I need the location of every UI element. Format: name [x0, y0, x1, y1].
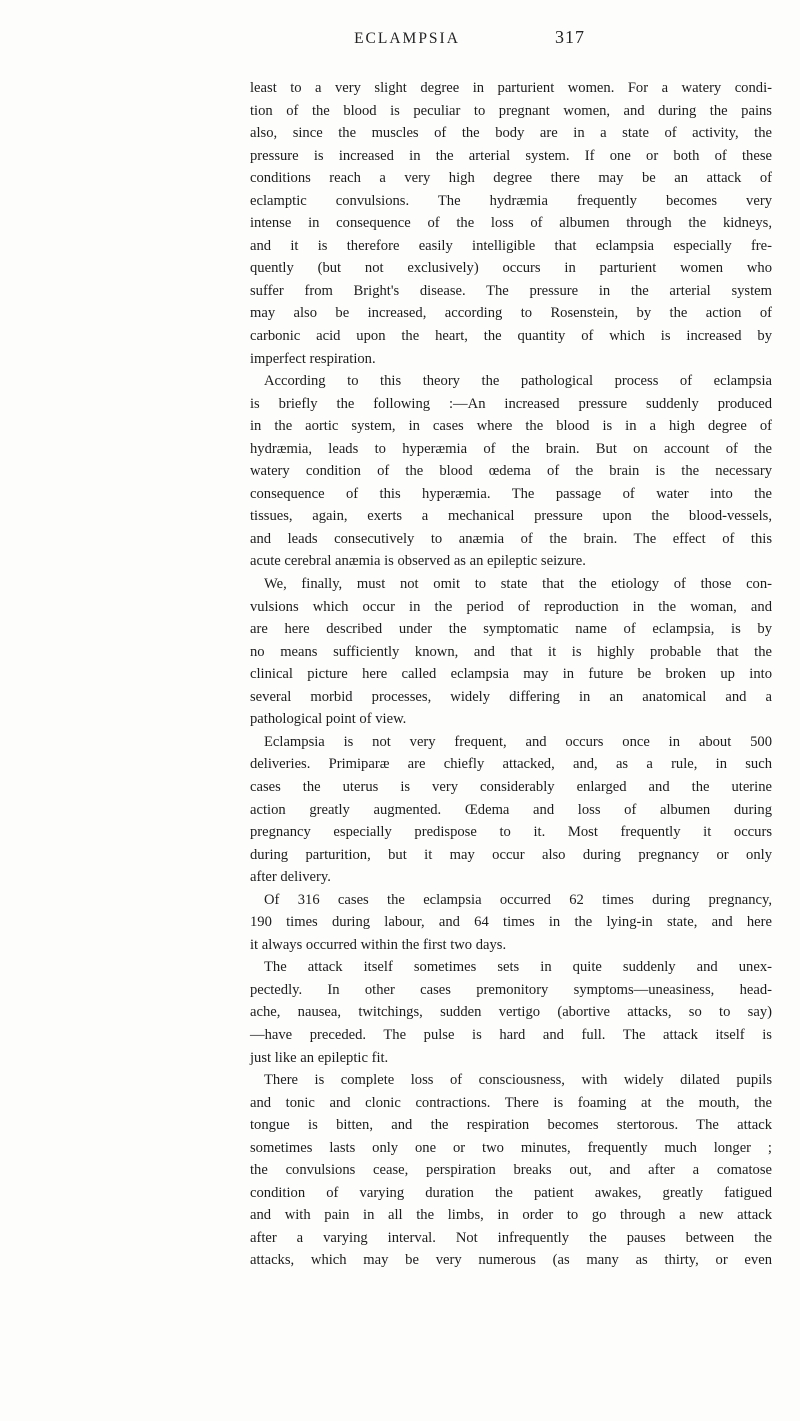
text-line: imperfect respiration.	[250, 350, 376, 367]
text-line: it always occurred within the first two days.	[250, 936, 507, 953]
text-line: sometimes lasts only one or two minutes, frequently much longer ;	[250, 1139, 772, 1156]
page-number: 317	[555, 27, 585, 47]
text-line: the convulsions cease, perspiration breaks out, and after a comatose	[250, 1162, 772, 1179]
paragraph-first-line: We, finally, must not omit to state that the etiology of those con-	[264, 576, 772, 593]
text-line: and it is therefore easily intelligible that eclampsia especially fre-	[250, 237, 772, 254]
text-line: watery condition of the blood œdema of the brain is the necessary	[250, 463, 772, 480]
text-line: pectedly. In other cases premonitory symptoms—uneasiness, head-	[250, 981, 772, 998]
text-line: may also be increased, according to Rosenstein, by the action of	[250, 305, 772, 322]
running-title: ECLAMPSIA	[354, 30, 460, 47]
text-line: pressure is increased in the arterial system. If one or both of these	[250, 147, 772, 164]
text-line: quently (but not exclusively) occurs in parturient women who	[250, 260, 772, 277]
text-line: tongue is bitten, and the respiration becomes stertorous. The attack	[250, 1117, 772, 1134]
text-line: intense in consequence of the loss of albumen through the kidneys,	[250, 215, 772, 232]
text-line: —have preceded. The pulse is hard and full. The attack itself is	[250, 1026, 772, 1043]
text-line: just like an epileptic fit.	[250, 1049, 389, 1066]
text-line: after delivery.	[250, 869, 331, 886]
running-head	[257, 27, 585, 58]
text-line: vulsions which occur in the period of reproduction in the woman, and	[250, 598, 772, 615]
text-line: least to a very slight degree in parturient women. For a watery condi-	[250, 80, 772, 96]
text-line: several morbid processes, widely differing in an anatomical and a	[250, 688, 772, 705]
text-line: and tonic and clonic contractions. There is foaming at the mouth, the	[250, 1094, 772, 1111]
text-line: conditions reach a very high degree there may be an attack of	[250, 170, 772, 187]
text-line: action greatly augmented. Œdema and loss of albumen during	[250, 801, 772, 818]
text-line: and leads consecutively to anæmia of the brain. The effect of this	[250, 530, 772, 547]
text-line: hydræmia, leads to hyperæmia of the brain. But on account of the	[250, 440, 772, 457]
text-line: tissues, again, exerts a mechanical pressure upon the blood-vessels,	[250, 508, 772, 525]
text-line: 190 times during labour, and 64 times in the lying-in state, and here	[250, 914, 772, 931]
text-line: and with pain in all the limbs, in order to go through a new attack	[250, 1207, 772, 1224]
paragraph-first-line: The attack itself sometimes sets in quite suddenly and unex-	[264, 959, 772, 976]
paragraph-first-line: Eclampsia is not very frequent, and occurs once in about 500	[264, 733, 772, 750]
text-line: carbonic acid upon the heart, the quantity of which is increased by	[250, 328, 772, 345]
text-line: clinical picture here called eclampsia may in future be broken up into	[250, 666, 772, 683]
text-line: eclamptic convulsions. The hydræmia frequently becomes very	[250, 192, 772, 209]
text-line: is briefly the following :—An increased pressure suddenly produced	[250, 395, 772, 412]
text-line: suffer from Bright's disease. The pressure in the arterial system	[250, 282, 772, 299]
text-line: attacks, which may be very numerous (as many as thirty, or even	[250, 1252, 772, 1269]
text-line: no means sufficiently known, and that it is highly probable that the	[250, 643, 772, 660]
paragraph-first-line: There is complete loss of consciousness, with widely dilated pupils	[264, 1072, 772, 1089]
text-line: pregnancy especially predispose to it. Most frequently it occurs	[250, 824, 772, 841]
paragraph-first-line: Of 316 cases the eclampsia occurred 62 times during pregnancy,	[264, 891, 772, 908]
text-line: acute cerebral anæmia is observed as an epileptic seizure.	[250, 553, 586, 570]
text-line: tion of the blood is peculiar to pregnant women, and during the pains	[250, 102, 772, 119]
text-line: condition of varying duration the patient awakes, greatly fatigued	[250, 1184, 772, 1201]
body-text	[250, 77, 772, 1272]
text-line: pathological point of view.	[250, 711, 407, 728]
text-line: also, since the muscles of the body are in a state of activity, the	[250, 125, 772, 142]
text-line: are here described under the symptomatic name of eclampsia, is by	[250, 621, 772, 638]
text-line: in the aortic system, in cases where the blood is in a high degree of	[250, 418, 772, 435]
text-line: after a varying interval. Not infrequently the pauses between the	[250, 1229, 772, 1246]
text-line: deliveries. Primiparæ are chiefly attacked, and, as a rule, in such	[250, 756, 772, 773]
text-line: cases the uterus is very considerably enlarged and the uterine	[250, 778, 772, 795]
paragraph-first-line: According to this theory the pathological process of eclampsia	[264, 373, 772, 390]
text-line: ache, nausea, twitchings, sudden vertigo (abortive attacks, so to say)	[250, 1004, 772, 1021]
text-line: consequence of this hyperæmia. The passage of water into the	[250, 485, 772, 502]
text-line: during parturition, but it may occur also during pregnancy or only	[250, 846, 772, 863]
